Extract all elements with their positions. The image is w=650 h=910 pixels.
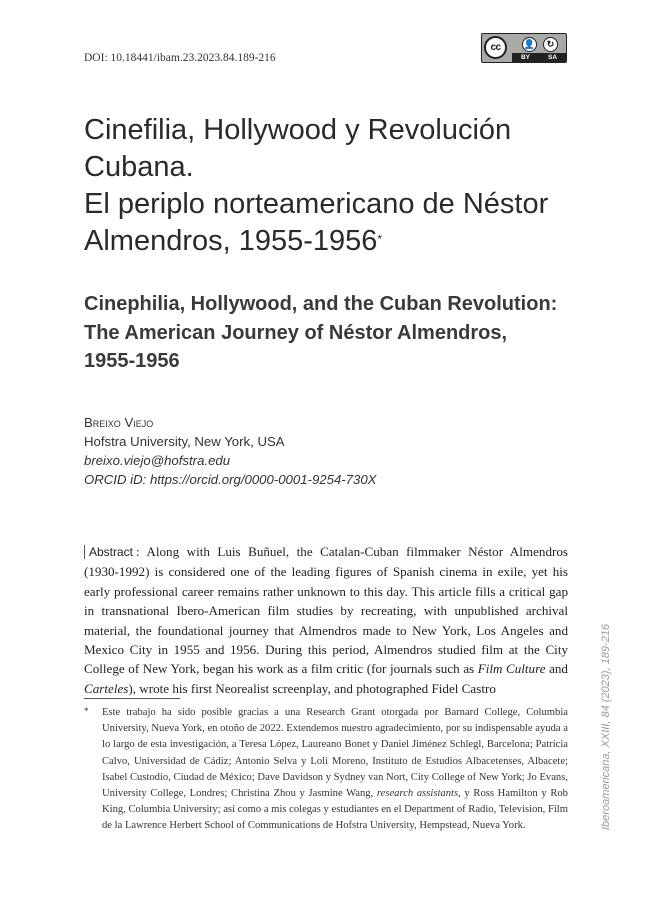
author-orcid[interactable]: ORCID iD: https://orcid.org/0000-0001-9254-730X bbox=[84, 472, 377, 487]
title-line-4: Almendros, 1955-1956 bbox=[84, 225, 378, 257]
footnote-divider bbox=[84, 698, 180, 699]
abstract-text-3: ), wrote his first Neorealist screenplay, and photographed Fidel Castro bbox=[128, 680, 496, 696]
footnote bbox=[84, 705, 568, 835]
abstract-italic-1: Film Culture bbox=[477, 661, 546, 677]
author-email[interactable]: breixo.viejo@hofstra.edu bbox=[84, 453, 231, 468]
abstract-label: Abstract bbox=[84, 545, 133, 559]
doi-text: DOI: 10.18441/ibam.23.2023.84.189-216 bbox=[84, 52, 276, 64]
license-by-label: BY bbox=[520, 54, 531, 61]
footnote-text-1: Este trabajo ha sido posible gracias a una Research Grant otorgada por Barnard College, Columbia University, Nueva York, en otoño de 2022. Extendemos nuestro agradecimiento, por su indispensable ayuda a lo largo de esta investigación, a Teresa López, Laureano Bonet y Daniel Jiménez Schlegl, Barcelona; Patricia Calvo, Universidad de Cádiz; Antonio Selva y Loli Moreno, Instituto de Estudios Albacetenses, Albacete; Isabel Custodio, Ciudad de México; Dave Davidson y Sydney van Nort, City College of New York; Jo Evans, University College, Londres; Christina Zhou y Jasmine Wang, bbox=[102, 707, 568, 800]
footnote-text-2: , y Ross Hamilton y Rob King, Columbia University; así como a mis colegas y estudiantes en el Department of Radio, Television, Film de la Lawrence Herbert School of Communications de Hofstra University, Hempstead, Nueva York. bbox=[102, 788, 568, 832]
author-block bbox=[84, 413, 376, 489]
running-head: Iberoamericana, XXIII, 84 (2023), 189-216 bbox=[600, 623, 612, 830]
cc-by-sa-icon[interactable] bbox=[481, 33, 567, 63]
footnote-mark: * bbox=[84, 706, 89, 716]
cc-logo-icon: cc bbox=[484, 36, 507, 59]
person-icon: 👤 bbox=[522, 37, 537, 52]
share-alike-icon: ↻ bbox=[543, 37, 558, 52]
title-footnote-mark[interactable]: * bbox=[377, 232, 383, 246]
author-affiliation: Hofstra University, New York, USA bbox=[84, 434, 285, 449]
abstract bbox=[84, 542, 568, 698]
subtitle-line-1: Cinephilia, Hollywood, and the Cuban Revolution: bbox=[84, 293, 558, 315]
author-name: Breixo Viejo bbox=[84, 415, 154, 430]
abstract-text-1: Along with Luis Buñuel, the Catalan-Cuban filmmaker Néstor Almendros (1930-1992) is considered one of the leading figures of Spanish cinema in exile, yet his early professional career remains rather unknown to this day. This article fills a critical gap in transnational Ibero-American film studies by recreating, with unpublished archival material, the foundational journey that Almendros made to New York, Los Angeles and Mexico City in 1955 and 1956. During this period, Almendros studied film at the City College of New York, began his work as a film critic (for journals such as bbox=[84, 544, 568, 677]
abstract-text-2: and bbox=[545, 661, 568, 677]
footnote-text bbox=[102, 705, 568, 835]
license-strip bbox=[512, 53, 566, 62]
subtitle-line-2: The American Journey of Néstor Almendros, bbox=[84, 321, 508, 344]
article-title bbox=[84, 112, 584, 260]
abstract-italic-2: Carteles bbox=[84, 680, 129, 696]
abstract-colon: : bbox=[136, 544, 140, 559]
title-line-2: Cubana. bbox=[84, 151, 194, 183]
license-sa-label: SA bbox=[547, 54, 558, 61]
title-line-1: Cinefilia, Hollywood y Revolución bbox=[84, 114, 512, 146]
article-subtitle bbox=[84, 290, 584, 376]
title-line-3: El periplo norteamericano de Néstor bbox=[84, 188, 549, 220]
footnote-italic: research assistants bbox=[376, 788, 459, 800]
subtitle-line-3: 1955-1956 bbox=[84, 350, 180, 372]
